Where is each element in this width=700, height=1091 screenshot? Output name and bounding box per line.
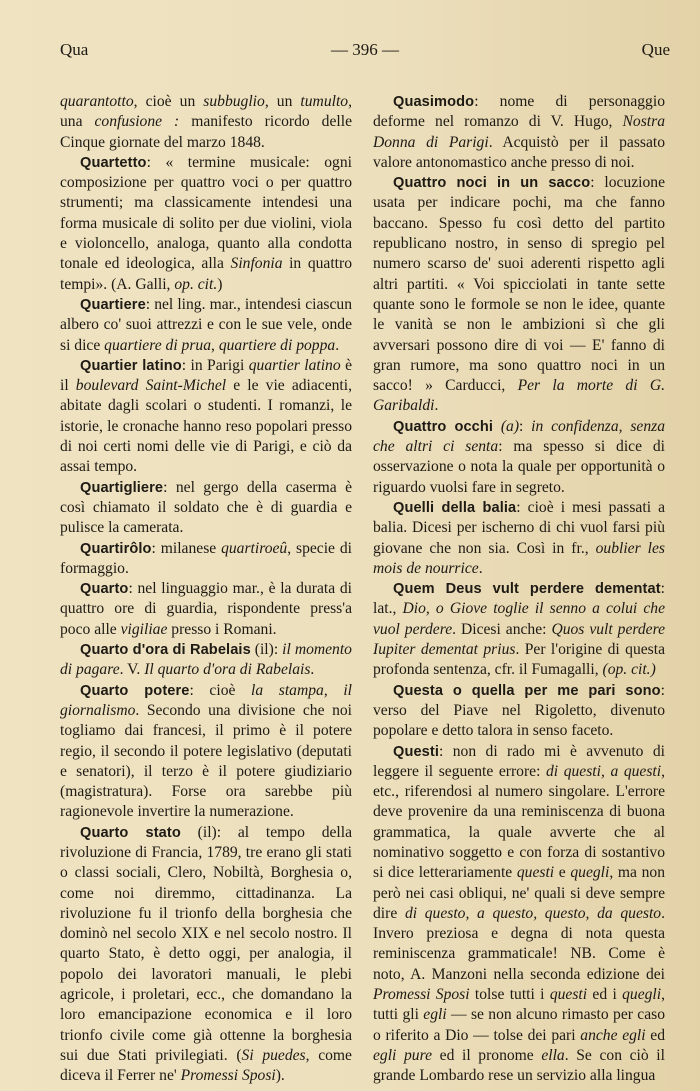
dictionary-entry (373, 681, 665, 742)
dictionary-entry (60, 478, 352, 539)
entry-text: . Secondo una divisione che noi togliamo dai francesi, il primo è il potere regio, il secondo il potere legislativo (deputati e senatori), il terzo è il potere giudiziario (magistratura). Forse ora sarebbe più ragionevole invertire la numerazione. (60, 701, 352, 821)
italic-text: boulevard Saint-Michel (75, 377, 227, 395)
header-right-guide-word: Que (641, 40, 670, 59)
entry-headword: Quasimodo (393, 94, 475, 110)
entry-text: : cioè (189, 681, 252, 699)
dictionary-entry (60, 295, 352, 356)
entry-text: : verso del Piave nel Rigoletto, divenuto popolare e detto talora in senso faceto. (373, 681, 665, 740)
entry-headword: Quartirôlo (80, 540, 152, 557)
italic-text: ella (541, 1046, 565, 1064)
entry-headword: Quartetto (80, 154, 147, 171)
entry-text: , cioè un (133, 93, 204, 110)
italic-text: quartier latino (248, 356, 341, 374)
entry-text: : nel ling. mar., intendesi ciascun albero co' suoi attrezzi e con le sue vele, onde si dice (60, 295, 352, 354)
italic-text: quartiroeû (221, 539, 288, 557)
entry-text: e (554, 864, 571, 882)
entry-headword: Quartiere (80, 296, 146, 313)
entry-text: è il (60, 356, 352, 395)
entry-text: . (434, 397, 439, 415)
italic-text: tumulto (300, 93, 349, 110)
entry-text: , specie di formaggio. (60, 539, 352, 577)
italic-text: vigiliae (120, 620, 168, 638)
italic-text: (op. cit.) (602, 661, 656, 679)
entry-text: (il): (250, 641, 283, 659)
entry-text: : nel gergo della caserma è così chiamato il soldato che è di guardia e pulisce la camerata. (60, 478, 352, 537)
entry-text: ). (275, 1067, 285, 1085)
entry-headword: Quelli della balia (393, 499, 517, 516)
dictionary-entry (60, 153, 352, 295)
entry-headword: Questi (393, 743, 440, 760)
entry-text: . Acquistò per il passato valore antonomastico anche presso di noi. (373, 133, 666, 171)
dictionary-entry (60, 539, 352, 580)
entry-text: , (211, 336, 219, 354)
dictionary-entry (373, 498, 665, 579)
header-left-guide-word: Qua (60, 40, 89, 59)
entry-text: manifesto ricordo delle Cinque giornate del marzo 1848. (60, 113, 352, 151)
entry-text: — se non alcuno rimasto per caso o riferito a Dio — tolse dei pari (373, 1006, 665, 1044)
entry-headword: Questa o quella per me pari sono (393, 682, 661, 699)
right-column (373, 92, 665, 1087)
italic-text: questi (549, 986, 588, 1004)
entry-text: : nome di personaggio deforme nel romanzo di V. Hugo, (373, 93, 665, 131)
entry-text: , una (60, 93, 352, 131)
italic-text: Sinfonia (230, 255, 283, 273)
italic-text: questi (516, 864, 555, 882)
entry-text: . (478, 559, 483, 577)
dictionary-entry (373, 579, 665, 680)
italic-text: Dio, o Giove toglie il senno a colui che vuol perdere (373, 600, 665, 638)
entry-text: : cioè i mesi passati a balia. Dicesi per ischerno di chi vuol farsi più giovane che non sia. Così in fr., (373, 498, 665, 557)
entry-text: : milanese (151, 539, 222, 557)
dictionary-entry (60, 823, 352, 1087)
italic-text: egli (423, 1006, 447, 1024)
italic-text: quegli (622, 986, 662, 1004)
italic-text: il momento di pagare (60, 641, 352, 679)
entry-text: . Invero preziosa e degna di nota questa reminiscenza grammaticale! NB. Come è noto, A. Manzoni nella seconda edizione dei (373, 904, 665, 983)
italic-text: la stampa (251, 681, 324, 699)
italic-text: Nostra Donna di Parigi (373, 113, 665, 151)
entry-headword: Quarto potere (80, 682, 190, 699)
entry-text: : in Parigi (181, 356, 249, 374)
italic-text: Per la morte di G. Garibaldi (373, 377, 665, 415)
italic-text: quegli (570, 864, 610, 882)
entry-headword: Quartigliere (80, 479, 164, 496)
italic-text: op. cit. (174, 275, 218, 293)
entry-text: : locuzione usata per indicare pochi, ma che fanno baccano. Spesso fu così detto del partito republicano nostro, in senso di spregio pel numero scarso de' suoi aderenti rispetto agli altri partiti. « Voi spicciolati in tante sette quante sono le formole se non le idee, quante le vanità se non le ambizioni sì che gli avversari possono dire di voi — E' fanno di gran rumore, ma sono quattro noci in un sacco! » Carducci, (373, 174, 665, 395)
entry-text: : non di rado mi è avvenuto di leggere il seguente errore: (373, 742, 665, 780)
italic-text: oublier les mois de nourrice (373, 539, 665, 577)
entry-text: , un (264, 93, 301, 110)
entry-text: ed il pronome (432, 1046, 542, 1064)
dictionary-entry (60, 640, 352, 681)
dictionary-entry (373, 92, 665, 173)
italic-text: quarantotto (60, 93, 134, 110)
italic-text: in confidenza, senza che altri ci senta (373, 417, 665, 456)
entry-text: . V. (119, 661, 145, 679)
italic-text: egli pure (373, 1046, 433, 1064)
italic-text: Promessi Sposi (180, 1067, 276, 1085)
dictionary-entry (373, 173, 665, 417)
entry-text: presso i Romani. (167, 620, 277, 638)
entry-headword: Quarto d'ora di Rabelais (80, 642, 251, 659)
entry-text: : nel linguaggio mar., è la durata di quattro ore di guardia, rispondente press'a poco alle (60, 580, 352, 638)
italic-text: di questo, a questo, questo, da questo (404, 904, 662, 922)
entry-text: e le vie adiacenti, abitate dagli scolari o studenti. I romanzi, le istorie, le cronache hanno reso popolari presso di noi certi nomi delle vie di Parigi, e ciò da assai tempo. (60, 377, 352, 476)
entry-text: , etc., riferendosi al numero singolare. L'errore deve provenire da una reminiscenza di buona grammatica, la quale avverte che al nominativo soggetto e con forza di sostantivo si dice letterariamente (373, 762, 665, 882)
entry-text: in quattro tempi». (A. Galli, (60, 255, 352, 293)
italic-text: Promessi Sposi (373, 986, 470, 1004)
entry-text: . Dicesi anche: (452, 620, 552, 638)
entry-text: : « termine musicale: ogni composizione per quattro voci o per quattro strumenti; ma classicamente intendesi una forma musicale di solito per due violini, viola e violoncello, analoga, quanto alla condotta tonale ed ideologica, alla (60, 153, 352, 273)
entry-headword: Quattro noci in un sacco (393, 175, 591, 192)
entry-text: . Per l'origine di questa profonda sentenza, cfr. il Fumagalli, (373, 641, 665, 679)
entry-text: , (323, 681, 344, 699)
entry-text: : ma spesso si dice di osservazione o nota la quale per opportunità o riguardo vuolsi fare in segreto. (373, 438, 665, 496)
italic-text: quartiere di prua (104, 336, 212, 354)
italic-text: Il quarto d'ora di Rabelais (144, 661, 311, 679)
entry-headword: Quem Deus vult perdere dementat (393, 581, 661, 598)
dictionary-entry (373, 417, 665, 498)
entry-text: ed (645, 1026, 666, 1044)
italic-text: Si puedes (241, 1046, 306, 1064)
entry-text: tolse tutti i (469, 986, 550, 1004)
italic-text: il giornalismo (60, 681, 352, 719)
page-number: — 396 — (331, 40, 399, 59)
entry-headword: Quarto (80, 581, 129, 598)
dictionary-entry (60, 579, 352, 640)
italic-text: di questi, a questi (546, 762, 662, 780)
dictionary-entry (60, 681, 352, 823)
entry-text: , tutti gli (373, 986, 666, 1024)
entry-headword: Quarto stato (80, 824, 181, 841)
entry-text: : (519, 417, 532, 435)
entry-text: . Se con ciò il grande Lombardo rese un servizio alla lingua (373, 1046, 665, 1085)
dictionary-entry (60, 356, 352, 478)
italic-text: Quos vult perdere Iupiter dementat prius (373, 620, 665, 659)
entry-text: : lat., (373, 580, 665, 618)
left-column (60, 92, 352, 1087)
entry-text: . (335, 336, 340, 354)
entry-text: ) (217, 275, 223, 293)
entry-text: . (310, 661, 315, 679)
italic-text: confusione : (94, 113, 180, 131)
italic-text: anche egli (580, 1026, 646, 1044)
italic-text: quartiere di poppa (218, 336, 336, 354)
entry-headword: Quattro occhi (393, 418, 494, 435)
entry-text: (il): al tempo della rivoluzione di Francia, 1789, tre erano gli stati o classi sociali, Clero, Nobiltà, Borghesia o, come noi diremmo, cittadinanza. La rivoluzione fu il trionfo della borghesia che dominò nel secolo XIX e nel secolo nostro. Il quarto Stato, è detto oggi, per analogia, il popolo dei lavoratori manuali, le plebi agricole, i proletari, ecc., che domandano la loro emancipazione economica e il loro trionfo civile come già ottenne la borghesia sui due Stati privilegiati. ( (60, 823, 352, 1064)
dictionary-entry (60, 92, 352, 153)
entry-headword: Quartier latino (80, 357, 182, 374)
running-header (60, 40, 670, 64)
italic-text: subbuglio (203, 93, 265, 110)
italic-text: (a) (493, 417, 520, 435)
entry-text: , ma non però nei casi obliqui, ne' quali si deve sempre dire (373, 864, 666, 922)
entry-text: ed i (587, 986, 623, 1004)
entry-text: , come diceva il Ferrer ne' (60, 1046, 352, 1085)
dictionary-entry (373, 742, 665, 1087)
